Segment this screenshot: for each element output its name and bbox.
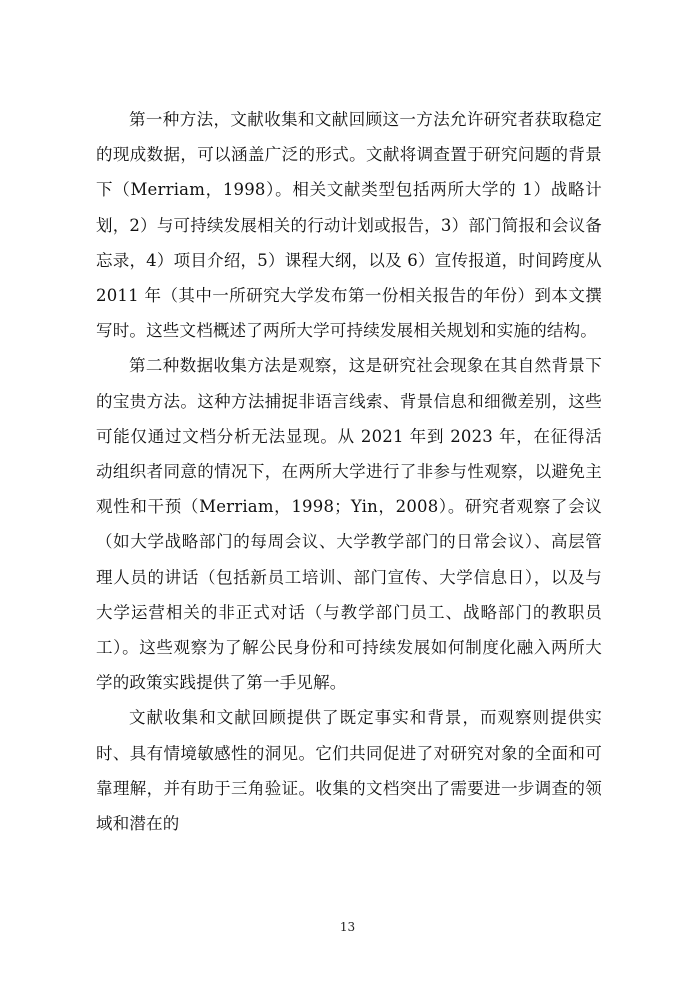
paragraph-observation: 第二种数据收集方法是观察，这是研究社会现象在其自然背景下的宝贵方法。这种方法捕捉非语言线索、背景信息和细微差别，这些可能仅通过文档分析无法显现。从 2021 年到 2023 年，在征得活动组织者同意的情况下，在两所大学进行了非参与性观察，以避免主观性和干预（Merriam，1998；Yin，2008）。研究者观察了会议（如大学战略部门的每周会议、大学教学部门的日常会议）、高层管理人员的讲话（包括新员工培训、部门宣传、大学信息日），以及与大学运营相关的非正式对话（与教学部门员工、战略部门的教职员工）。这些观察为了解公民身份和可持续发展如何制度化融入两所大学的政策实践提供了第一手见解。 (96, 356, 602, 693)
page-number: 13 (339, 920, 356, 934)
paragraph-triangulation: 文献收集和文献回顾提供了既定事实和背景，而观察则提供实时、具有情境敏感性的洞见。它们共同促进了对研究对象的全面和可靠理解，并有助于三角验证。收集的文档突出了需要进一步调查的领域和潜在的 (96, 708, 602, 834)
body-text (96, 102, 602, 841)
paragraph-document-collection: 第一种方法，文献收集和文献回顾这一方法允许研究者获取稳定的现成数据，可以涵盖广泛的形式。文献将调查置于研究问题的背景下（Merriam，1998）。相关文献类型包括两所大学的 1）战略计划，2）与可持续发展相关的行动计划或报告，3）部门简报和会议备忘录，4）项目介绍，5）课程大纲，以及 6）宣传报道，时间跨度从 2011 年（其中一所研究大学发布第一份相关报告的年份）到本文撰写时。这些文档概述了两所大学可持续发展相关规划和实施的结构。 (96, 110, 602, 341)
